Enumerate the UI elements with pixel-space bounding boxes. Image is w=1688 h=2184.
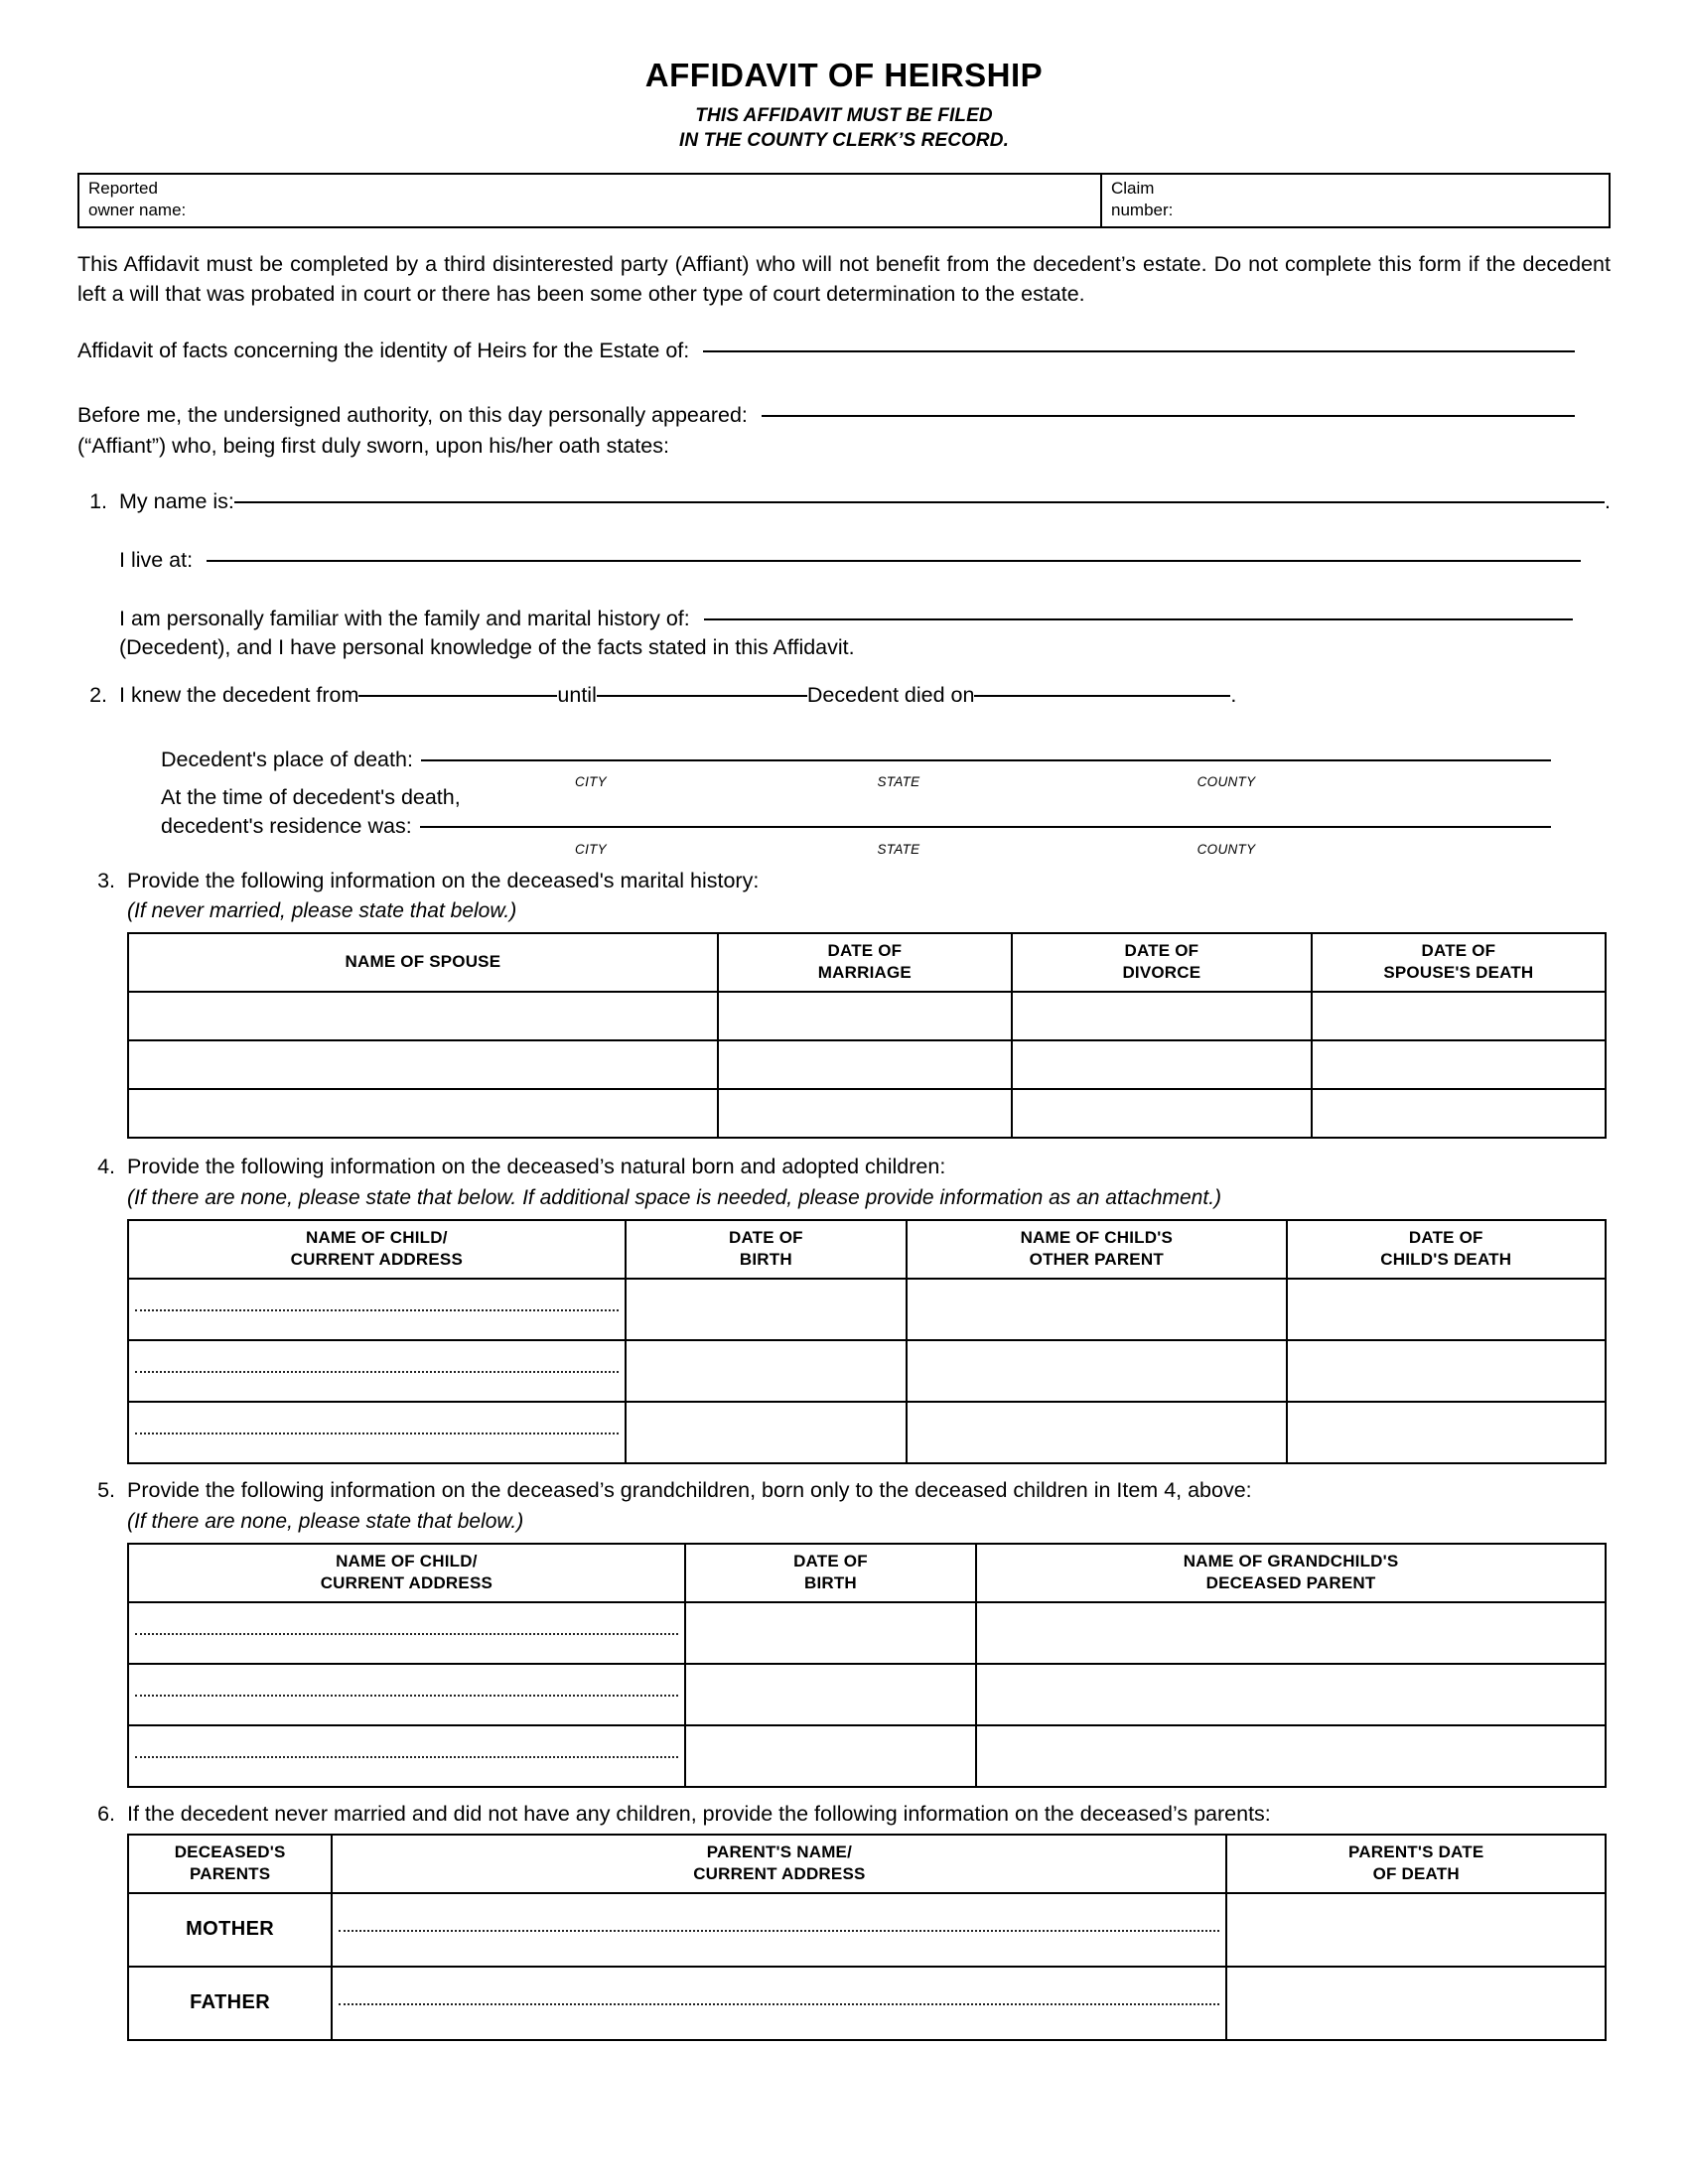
header-line-1: DATE OF: [1421, 941, 1496, 961]
item-2-period: .: [1230, 682, 1237, 707]
cell-spouse-death-date[interactable]: [1312, 1089, 1606, 1138]
header-line-2: CURRENT ADDRESS: [320, 1573, 493, 1593]
table-row: [128, 1602, 1606, 1664]
col-grandchild-deceased-parent: [976, 1544, 1606, 1602]
decedent-knowledge-note: (Decedent), and I have personal knowledge of the facts stated in this Affidavit.: [119, 635, 855, 660]
before-me-row: [77, 401, 1611, 430]
cell-child-death-date[interactable]: [1287, 1340, 1606, 1402]
header-line-2: OTHER PARENT: [1029, 1250, 1164, 1270]
knew-decedent-row: [119, 681, 1611, 710]
col-parent-date-of-death: [1226, 1835, 1606, 1893]
claim-number-field[interactable]: [1102, 175, 1609, 226]
my-name-label: My name is:: [119, 488, 234, 513]
i-live-at-row: [119, 546, 1611, 575]
header-line-2: BIRTH: [739, 1250, 792, 1270]
until-label: until: [557, 682, 597, 707]
parents-table: [127, 1834, 1607, 2041]
caption-city-2: CITY: [575, 841, 607, 857]
cell-grandchild-birth-date[interactable]: [685, 1664, 976, 1725]
item-3-subnote: (If never married, please state that below.): [127, 898, 517, 922]
table-header-row: [128, 1220, 1606, 1279]
cell-grandchild-birth-date[interactable]: [685, 1725, 976, 1787]
cell-mother-date-of-death[interactable]: [1226, 1893, 1606, 1967]
cell-mother-name-address[interactable]: [332, 1893, 1226, 1967]
header-line-1: DATE OF: [1124, 941, 1199, 961]
header-line-1: DATE OF: [793, 1552, 868, 1571]
familiar-with-item: [77, 605, 1611, 662]
table-row: [128, 1402, 1606, 1463]
address-dash-separator: [135, 1695, 678, 1697]
cell-marriage-date[interactable]: [718, 992, 1012, 1040]
marital-history-table-wrap: [77, 932, 1611, 1139]
header-line-2: CURRENT ADDRESS: [290, 1250, 463, 1270]
estate-of-row: [77, 337, 1611, 365]
residence-rule[interactable]: [420, 826, 1551, 828]
cell-spouse-name[interactable]: [128, 992, 718, 1040]
parents-table-wrap: [77, 1834, 1611, 2041]
cell-marriage-date[interactable]: [718, 1040, 1012, 1089]
header-line-2: PARENTS: [189, 1863, 271, 1883]
table-row: [128, 1967, 1606, 2040]
caption-county-2: COUNTY: [1196, 841, 1256, 857]
claim-number-label-line2: number:: [1111, 201, 1174, 220]
residence-captions: [161, 842, 1611, 857]
col-child-name-address: [128, 1220, 626, 1279]
table-row: [128, 992, 1606, 1040]
page-title: AFFIDAVIT OF HEIRSHIP: [644, 57, 1044, 93]
knew-until-date-rule[interactable]: [597, 695, 807, 697]
header-line-2: CHILD'S DEATH: [1380, 1250, 1512, 1270]
cell-child-other-parent[interactable]: [907, 1279, 1287, 1340]
col-child-other-parent: [907, 1220, 1287, 1279]
i-live-at-input-rule[interactable]: [207, 560, 1581, 562]
cell-child-other-parent[interactable]: [907, 1340, 1287, 1402]
cell-grandchild-name-address[interactable]: [128, 1602, 685, 1664]
item-4-number: 4.: [97, 1155, 115, 1179]
header-line-1: DECEASED'S: [174, 1842, 286, 1861]
grandchildren-table-wrap: [77, 1543, 1611, 1788]
cell-grandchild-deceased-parent[interactable]: [976, 1725, 1606, 1787]
my-name-row: [119, 487, 1611, 516]
table-header-row: [128, 1835, 1606, 1893]
cell-grandchild-birth-date[interactable]: [685, 1602, 976, 1664]
table-row: [128, 1664, 1606, 1725]
item-6-heading: If the decedent never married and did not have any children, provide the following information on the deceased’s parents:: [127, 1802, 1271, 1827]
residence-label-line-1: At the time of decedent's death,: [161, 785, 461, 810]
cell-divorce-date[interactable]: [1012, 1089, 1312, 1138]
place-of-death-label: Decedent's place of death:: [161, 747, 413, 771]
decedent-name-input-rule[interactable]: [704, 618, 1573, 620]
item-6: [77, 1800, 1611, 1829]
i-live-at-label: I live at:: [119, 547, 194, 572]
cell-grandchild-name-address[interactable]: [128, 1664, 685, 1725]
cell-marriage-date[interactable]: [718, 1089, 1012, 1138]
cell-spouse-name[interactable]: [128, 1040, 718, 1089]
item-2: [77, 681, 1611, 710]
cell-spouse-death-date[interactable]: [1312, 992, 1606, 1040]
item-6-number: 6.: [97, 1802, 115, 1827]
row-label-mother: MOTHER: [128, 1893, 332, 1967]
item-5-subnote: (If there are none, please state that below.): [127, 1509, 524, 1533]
caption-state-2: STATE: [877, 841, 920, 857]
item-4-heading: Provide the following information on the deceased’s natural born and adopted children:: [127, 1155, 946, 1179]
header-line-2: SPOUSE'S DEATH: [1383, 963, 1534, 983]
cell-grandchild-deceased-parent[interactable]: [976, 1602, 1606, 1664]
item-2-number: 2.: [89, 682, 107, 707]
address-dash-separator: [135, 1309, 619, 1311]
header-line-1: DATE OF: [827, 941, 903, 961]
cell-spouse-death-date[interactable]: [1312, 1040, 1606, 1089]
col-grandchild-name-address: [128, 1544, 685, 1602]
i-live-at-item: [77, 546, 1611, 575]
item-4: [77, 1153, 1611, 1212]
affiant-sworn-label: (“Affiant”) who, being first duly sworn, upon his/her oath states:: [77, 434, 669, 459]
header-line-2: MARRIAGE: [817, 963, 912, 983]
item-5: [77, 1476, 1611, 1536]
estate-of-input-rule[interactable]: [703, 350, 1575, 352]
address-dash-separator: [135, 1433, 619, 1434]
reported-owner-name-field[interactable]: [79, 175, 1102, 226]
familiar-with-label: I am personally familiar with the family and marital history of:: [119, 607, 690, 631]
col-date-of-spouse-death: [1312, 933, 1606, 992]
death-date-rule[interactable]: [974, 695, 1230, 697]
cell-spouse-name[interactable]: [128, 1089, 718, 1138]
item-3-number: 3.: [97, 868, 115, 892]
cell-grandchild-name-address[interactable]: [128, 1725, 685, 1787]
header-line-1: NAME OF SPOUSE: [345, 952, 501, 972]
table-header-row: [128, 1544, 1606, 1602]
header-line-1: DATE OF: [728, 1228, 803, 1248]
caption-county-1: COUNTY: [1196, 774, 1256, 790]
table-row: [128, 1340, 1606, 1402]
before-me-label: Before me, the undersigned authority, on this day personally appeared:: [77, 403, 748, 428]
knew-from-date-rule[interactable]: [358, 695, 557, 697]
children-table-wrap: [77, 1219, 1611, 1464]
header-line-1: PARENT'S NAME/: [706, 1842, 853, 1861]
header-line-1: NAME OF CHILD/: [336, 1552, 478, 1571]
my-name-period: .: [1605, 488, 1611, 513]
place-of-death-rule[interactable]: [421, 759, 1551, 761]
residence-block: [77, 783, 1611, 856]
col-name-of-spouse: [128, 933, 718, 992]
reported-owner-label-line2: owner name:: [88, 201, 187, 220]
address-dash-separator: [135, 1756, 678, 1758]
address-dash-separator: [135, 1371, 619, 1373]
children-table: [127, 1219, 1607, 1464]
header-line-2: BIRTH: [803, 1573, 857, 1593]
cell-divorce-date[interactable]: [1012, 992, 1312, 1040]
table-row: [128, 1040, 1606, 1089]
header-line-1: NAME OF GRANDCHILD'S: [1183, 1552, 1399, 1571]
item-4-subnote: (If there are none, please state that below. If additional space is needed, please provide information as an attachment.): [127, 1185, 1222, 1209]
col-date-of-marriage: [718, 933, 1012, 992]
header-line-2: DECEASED PARENT: [1205, 1573, 1376, 1593]
cell-child-birth-date[interactable]: [626, 1402, 907, 1463]
cell-grandchild-deceased-parent[interactable]: [976, 1664, 1606, 1725]
item-1: [77, 487, 1611, 516]
header-identification-box: [77, 173, 1611, 228]
col-date-of-divorce: [1012, 933, 1312, 992]
table-header-row: [128, 933, 1606, 992]
cell-child-birth-date[interactable]: [626, 1279, 907, 1340]
header-line-1: PARENT'S DATE: [1348, 1842, 1484, 1861]
intro-paragraph: This Affidavit must be completed by a third disinterested party (Affiant) who will not benefit from the decedent’s estate. Do not complete this form if the decedent left a will that was probated in court or there has been some other type of court determination to the estate.: [77, 252, 1611, 306]
died-on-label: Decedent died on: [806, 682, 975, 707]
table-row: [128, 1725, 1606, 1787]
address-dash-separator: [339, 1930, 1219, 1932]
item-5-number: 5.: [97, 1478, 115, 1503]
residence-row: [161, 812, 1611, 841]
cell-divorce-date[interactable]: [1012, 1040, 1312, 1089]
cell-child-death-date[interactable]: [1287, 1279, 1606, 1340]
cell-father-name-address[interactable]: [332, 1967, 1226, 2040]
header-line-1: DATE OF: [1408, 1228, 1483, 1248]
item-1-number: 1.: [89, 488, 107, 513]
residence-label-line-2: decedent's residence was:: [161, 814, 412, 839]
header-line-1: NAME OF CHILD'S: [1020, 1228, 1174, 1248]
col-parent-name-address: [332, 1835, 1226, 1893]
estate-of-label: Affidavit of facts concerning the identity of Heirs for the Estate of:: [77, 338, 690, 362]
reported-owner-label-line1: Reported: [88, 179, 158, 199]
my-name-input-rule[interactable]: [234, 501, 1605, 503]
col-deceased-parents: [128, 1835, 332, 1893]
grandchildren-table: [127, 1543, 1607, 1788]
col-child-date-of-birth: [626, 1220, 907, 1279]
address-dash-separator: [339, 2003, 1219, 2005]
header-line-1: NAME OF CHILD/: [306, 1228, 448, 1248]
item-5-heading: Provide the following information on the deceased’s grandchildren, born only to the deceased children in Item 4, above:: [127, 1478, 1252, 1503]
subtitle-line-1: THIS AFFIDAVIT MUST BE FILED: [695, 105, 993, 127]
address-dash-separator: [135, 1633, 678, 1635]
place-of-death-row: [161, 746, 1611, 774]
cell-child-death-date[interactable]: [1287, 1402, 1606, 1463]
table-row: [128, 1893, 1606, 1967]
marital-history-table: [127, 932, 1607, 1139]
knew-from-label: I knew the decedent from: [119, 682, 359, 707]
cell-child-other-parent[interactable]: [907, 1402, 1287, 1463]
cell-child-name-address[interactable]: [128, 1402, 626, 1463]
cell-child-birth-date[interactable]: [626, 1340, 907, 1402]
header-line-2: DIVORCE: [1122, 963, 1201, 983]
cell-child-name-address[interactable]: [128, 1279, 626, 1340]
claim-number-label-line1: Claim: [1111, 179, 1155, 199]
cell-father-date-of-death[interactable]: [1226, 1967, 1606, 2040]
familiar-with-row: [119, 605, 1611, 633]
table-row: [128, 1279, 1606, 1340]
col-grandchild-date-of-birth: [685, 1544, 976, 1602]
item-3: [77, 867, 1611, 926]
caption-city-1: CITY: [575, 774, 607, 790]
cell-child-name-address[interactable]: [128, 1340, 626, 1402]
page-subtitle: [77, 103, 1611, 153]
col-child-date-of-death: [1287, 1220, 1606, 1279]
item-3-heading: Provide the following information on the deceased's marital history:: [127, 868, 760, 892]
subtitle-line-2: IN THE COUNTY CLERK’S RECORD.: [679, 130, 1009, 152]
header-line-2: CURRENT ADDRESS: [693, 1863, 866, 1883]
row-label-father: FATHER: [128, 1967, 332, 2040]
caption-state-1: STATE: [877, 774, 920, 790]
header-line-2: OF DEATH: [1372, 1863, 1460, 1883]
table-row: [128, 1089, 1606, 1138]
affiant-name-input-rule[interactable]: [762, 415, 1575, 417]
